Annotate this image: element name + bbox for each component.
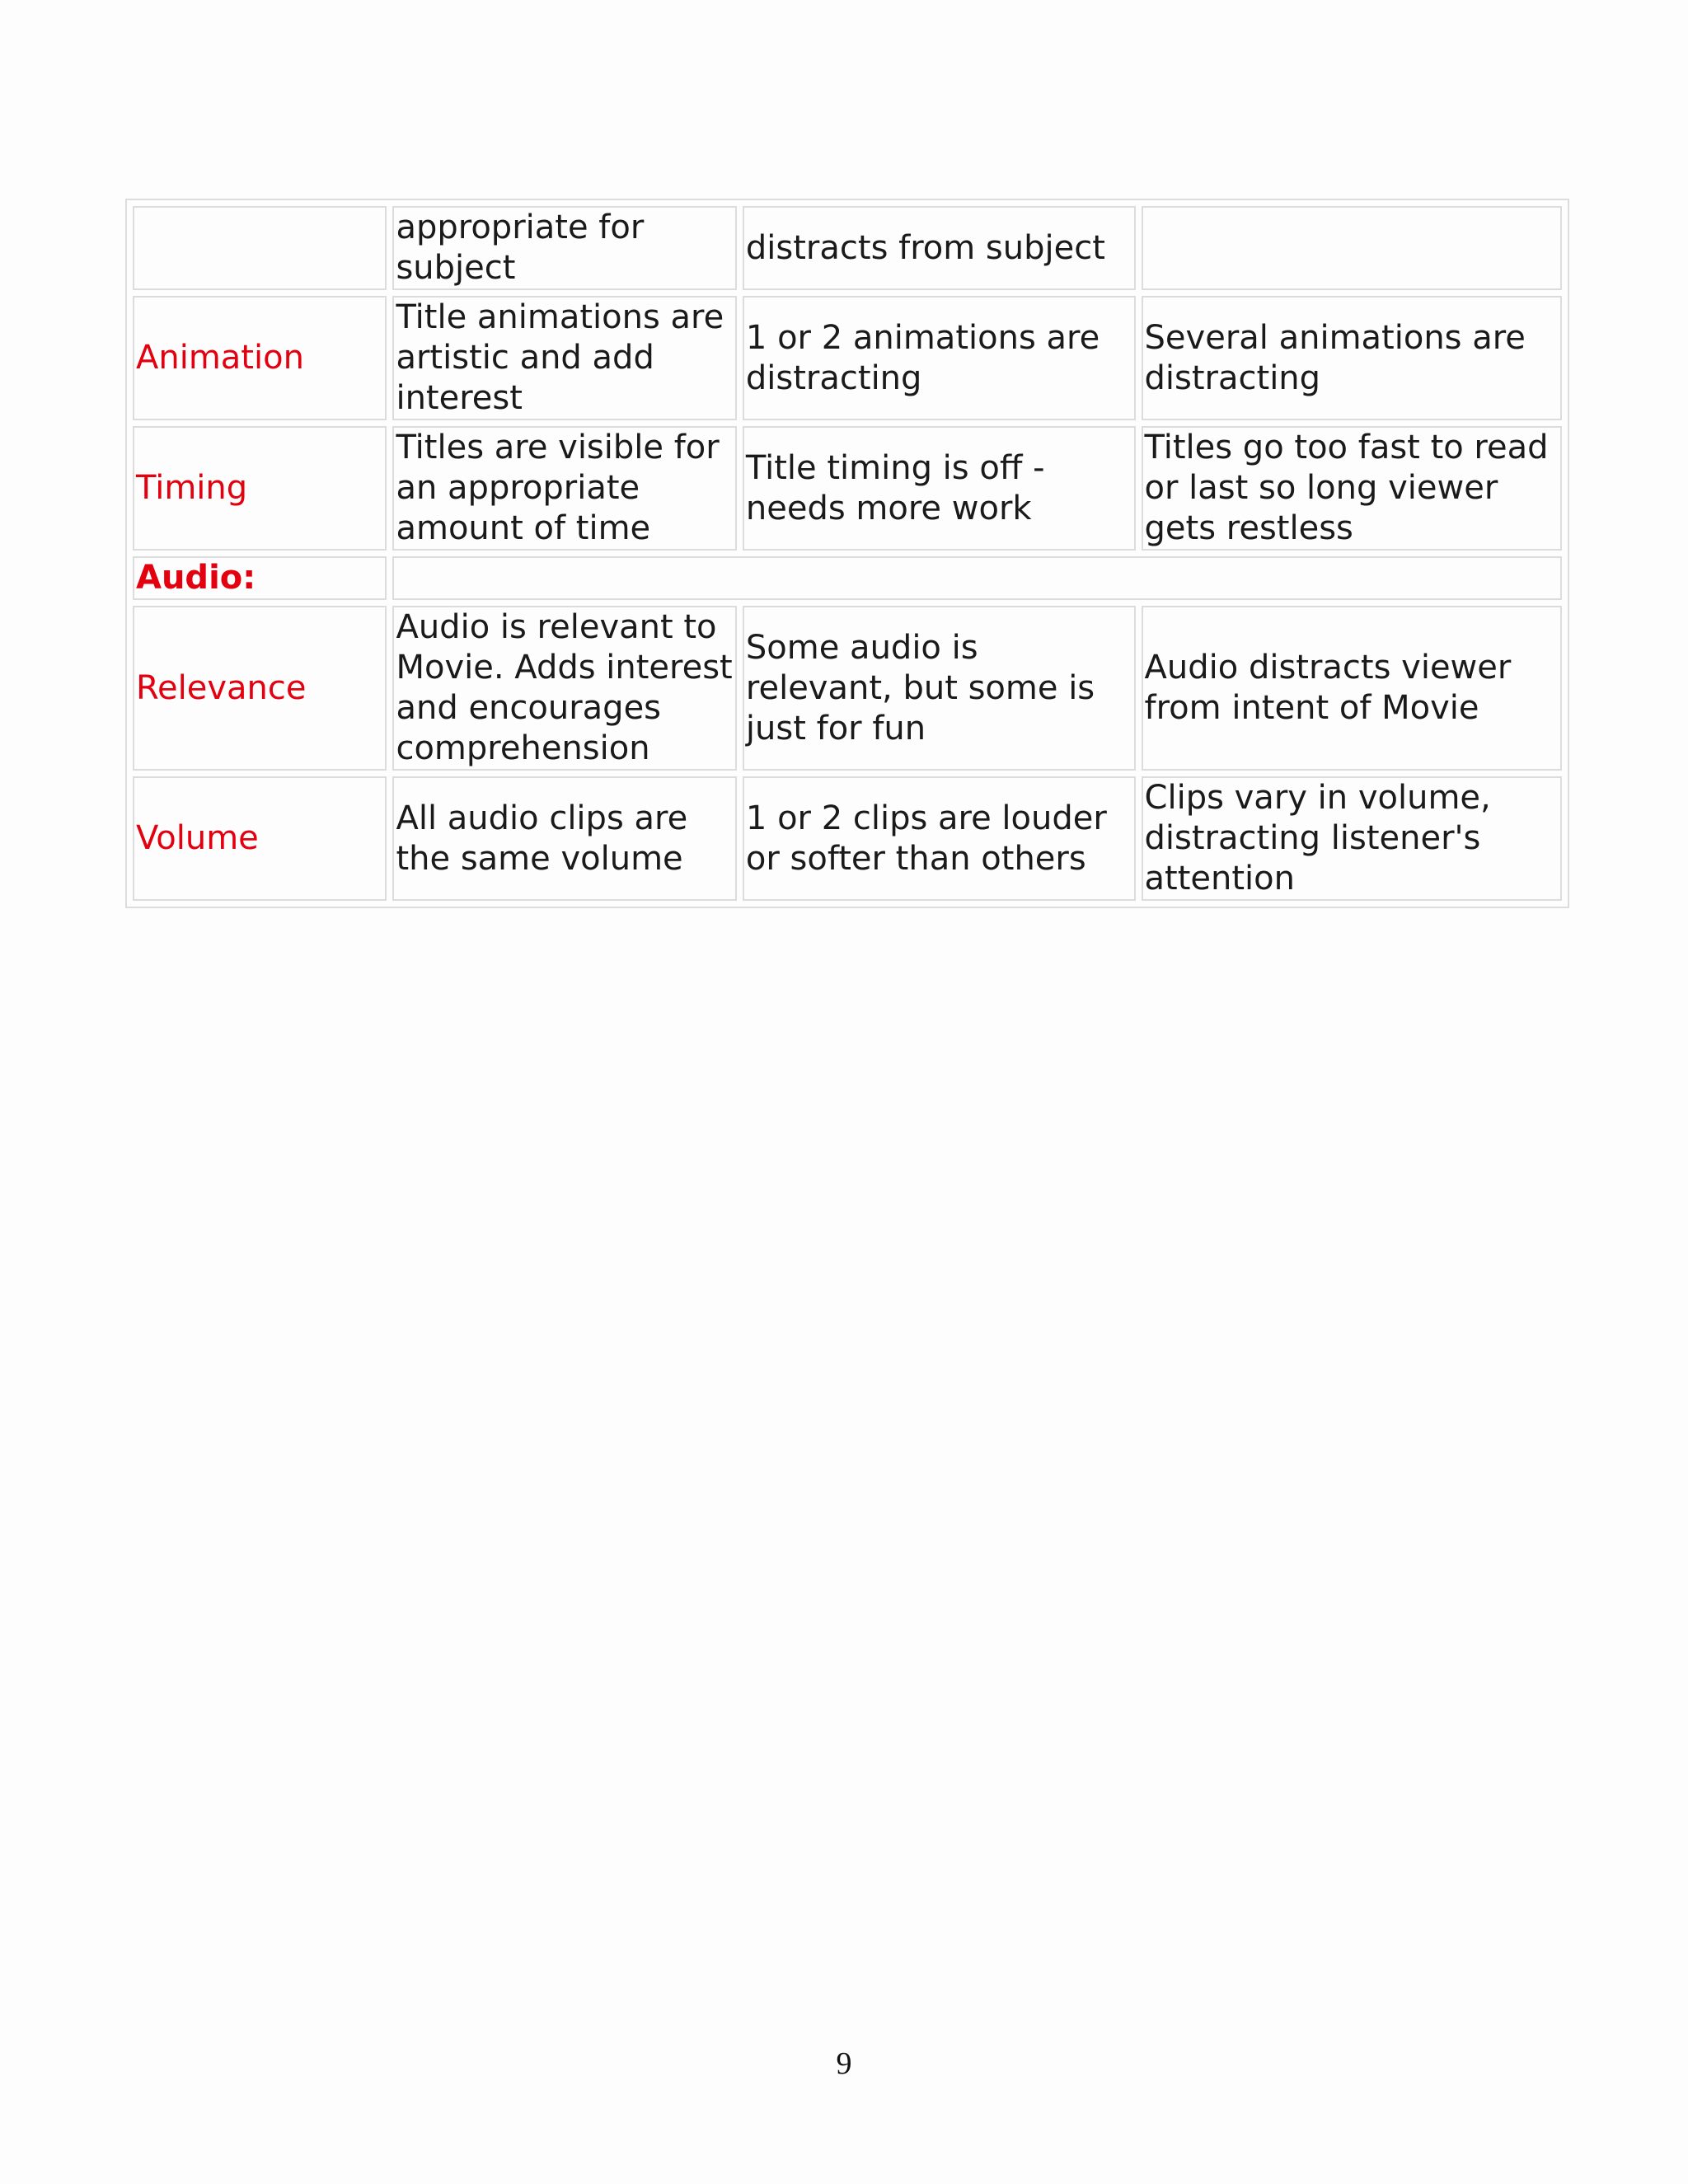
section-heading: Audio: bbox=[133, 556, 387, 600]
criterion-cell: Animation bbox=[133, 296, 387, 420]
criterion-cell bbox=[133, 206, 387, 290]
criterion-cell: Volume bbox=[133, 776, 387, 901]
table-cell: Clips vary in volume, distracting listener's attention bbox=[1142, 776, 1562, 901]
table-cell: All audio clips are the same volume bbox=[392, 776, 736, 901]
table-cell: Audio distracts viewer from intent of Movie bbox=[1142, 606, 1562, 771]
section-row bbox=[133, 556, 1562, 600]
table-cell: distracts from subject bbox=[743, 206, 1136, 290]
table-cell bbox=[1142, 206, 1562, 290]
section-empty-cell bbox=[392, 556, 1562, 600]
rubric-table bbox=[125, 199, 1569, 908]
criterion-cell: Timing bbox=[133, 426, 387, 551]
table-cell: 1 or 2 animations are distracting bbox=[743, 296, 1136, 420]
criterion-cell: Relevance bbox=[133, 606, 387, 771]
table-cell: Audio is relevant to Movie. Adds interest and encourages comprehension bbox=[392, 606, 736, 771]
page-number: 9 bbox=[836, 2046, 852, 2081]
table-cell: Some audio is relevant, but some is just for fun bbox=[743, 606, 1136, 771]
table-cell: Titles are visible for an appropriate amount of time bbox=[392, 426, 736, 551]
table-row bbox=[133, 776, 1562, 901]
table-cell: 1 or 2 clips are louder or softer than others bbox=[743, 776, 1136, 901]
table-cell: Several animations are distracting bbox=[1142, 296, 1562, 420]
table-cell: Titles go too fast to read or last so long viewer gets restless bbox=[1142, 426, 1562, 551]
table-cell: appropriate for subject bbox=[392, 206, 736, 290]
table-cell: Title timing is off - needs more work bbox=[743, 426, 1136, 551]
table-row bbox=[133, 426, 1562, 551]
table-row bbox=[133, 206, 1562, 290]
table-cell: Title animations are artistic and add interest bbox=[392, 296, 736, 420]
table-row bbox=[133, 606, 1562, 771]
table-row bbox=[133, 296, 1562, 420]
